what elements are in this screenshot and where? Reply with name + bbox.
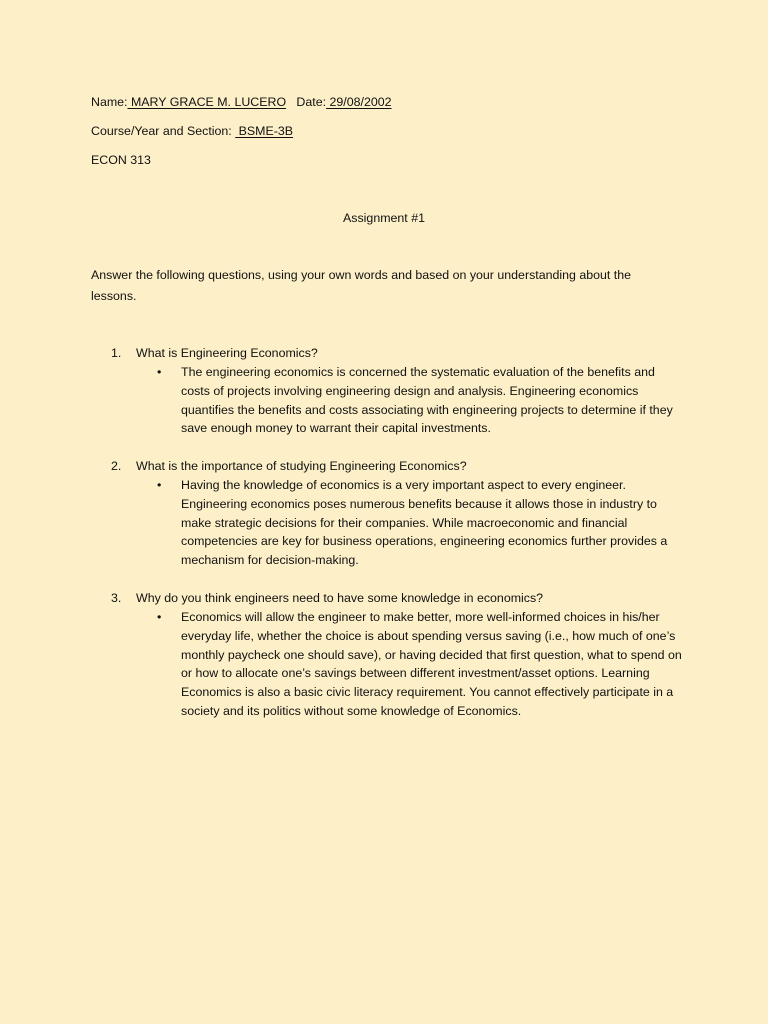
subject-code: ECON 313 [91,153,151,167]
name-date-line [91,94,392,110]
course-value: BSME-3B [235,124,294,138]
question-2 [111,457,691,476]
name-value: MARY GRACE M. LUCERO [127,95,287,109]
course-label: Course/Year and Section: [91,124,232,138]
assignment-title: Assignment #1 [343,211,425,225]
question-number: 1. [111,346,122,360]
answer-2 [157,476,687,570]
question-number: 3. [111,591,122,605]
date-value: 29/08/2002 [326,95,392,109]
question-text: What is Engineering Economics? [136,346,318,360]
question-text: What is the importance of studying Engineering Economics? [136,459,467,473]
answer-text: Having the knowledge of economics is a very important aspect to every engineer. Engineering economics poses numerous benefits because it allows those in industry to make strategic decisions for their companies. While macroeconomic and financial competencies are key for business operations, engineering economics further provides a mechanism for decision-making. [181,478,668,568]
bullet-icon: • [157,365,162,379]
date-label: Date: [296,95,327,109]
answer-1 [157,363,687,438]
answer-3 [157,608,687,721]
answer-text: The engineering economics is concerned the systematic evaluation of the benefits and costs of projects involving engineering design and analysis. Engineering economics quantifies the benefits and costs associating with engineering projects to determine if they save enough money to warrant their capital investments. [181,365,673,436]
answer-text: Economics will allow the engineer to make better, more well-informed choices in his/her everyday life, whether the choice is about spending versus saving (i.e., how much of one’s monthly paycheck one should save), or having decided that first question, what to spend on or how to allocate one’s savings between different investment/asset options. Learning Economics is also a basic civic literacy requirement. You cannot effectively participate in a society and its politics without some knowledge of Economics. [181,610,682,718]
question-text: Why do you think engineers need to have some knowledge in economics? [136,591,544,605]
bullet-icon: • [157,478,162,492]
course-line [91,123,293,139]
instructions: Answer the following questions, using your own words and based on your understanding about the lessons. [91,268,632,303]
question-3 [111,589,691,608]
bullet-icon: • [157,610,162,624]
name-label: Name: [91,95,128,109]
question-number: 2. [111,459,122,473]
question-1 [111,344,691,363]
